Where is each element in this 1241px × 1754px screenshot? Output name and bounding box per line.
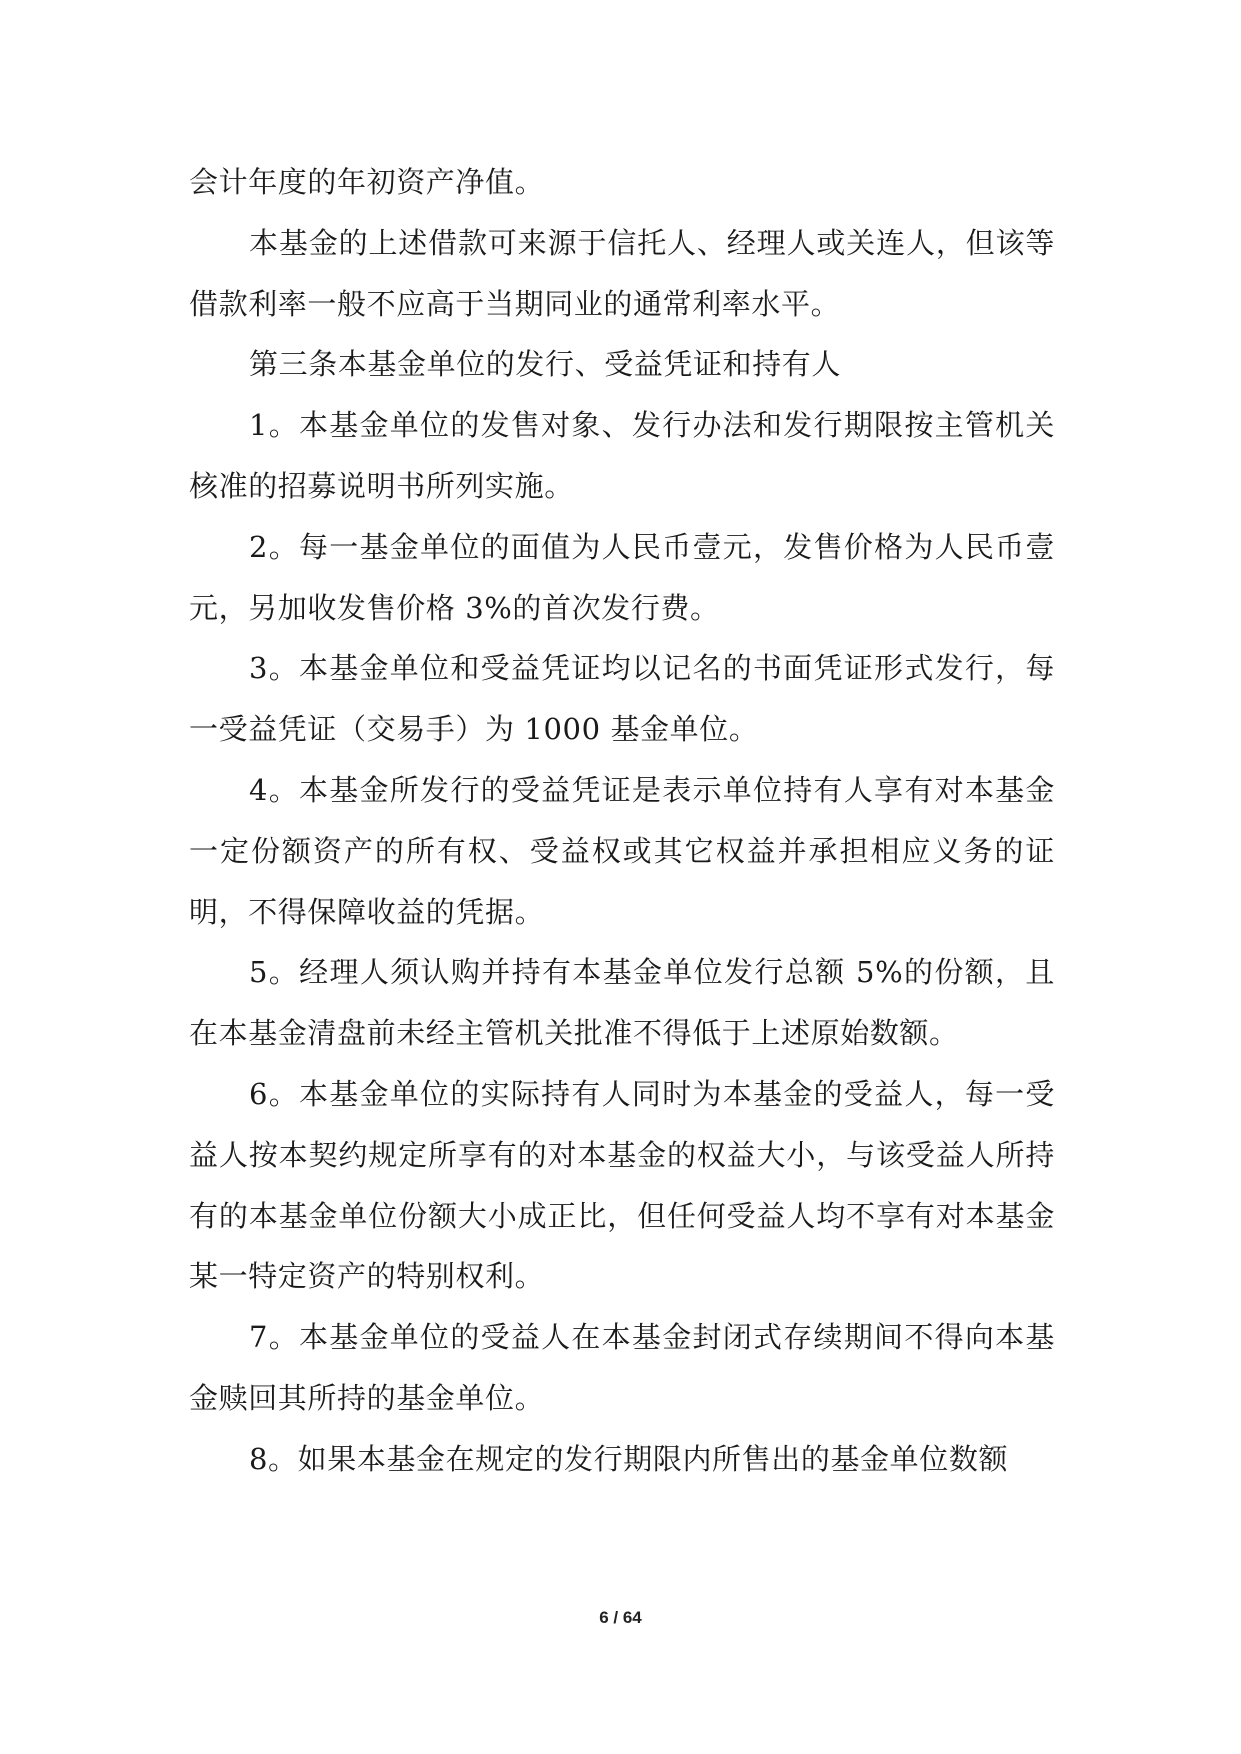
paragraph: 6。本基金单位的实际持有人同时为本基金的受益人，每一受益人按本契约规定所享有的对本基金的权益大小，与该受益人所持有的本基金单位份额大小成正比，但任何受益人均不享有对本基金某一特定资产的特别权利。 [189, 1076, 1055, 1294]
paragraph: 5。经理人须认购并持有本基金单位发行总额 5%的份额，且在本基金清盘前未经主管机关批准不得低于上述原始数额。 [189, 955, 1055, 1051]
paragraph: 4。本基金所发行的受益凭证是表示单位持有人享有对本基金一定份额资产的所有权、受益权或其它权益并承担相应义务的证明，不得保障收益的凭据。 [189, 772, 1055, 929]
paragraph: 8。如果本基金在规定的发行期限内所售出的基金单位数额 [249, 1441, 1009, 1476]
page-number: 6 / 64 [599, 1608, 642, 1627]
paragraph: 3。本基金单位和受益凭证均以记名的书面凭证形式发行，每一受益凭证（交易手）为 1000 基金单位。 [189, 651, 1055, 747]
paragraph: 7。本基金单位的受益人在本基金封闭式存续期间不得向本基金赎回其所持的基金单位。 [189, 1320, 1055, 1415]
paragraph: 本基金的上述借款可来源于信托人、经理人或关连人，但该等借款利率一般不应高于当期同业的通常利率水平。 [189, 225, 1055, 321]
paragraph: 2。每一基金单位的面值为人民币壹元，发售价格为人民币壹元，另加收发售价格 3%的首次发行费。 [189, 529, 1055, 625]
paragraph: 1。本基金单位的发售对象、发行办法和发行期限按主管机关核准的招募说明书所列实施。 [189, 408, 1055, 503]
paragraph: 会计年度的年初资产净值。 [189, 165, 545, 199]
document-body [189, 152, 1055, 1490]
section-heading: 第三条本基金单位的发行、受益凭证和持有人 [249, 347, 842, 382]
